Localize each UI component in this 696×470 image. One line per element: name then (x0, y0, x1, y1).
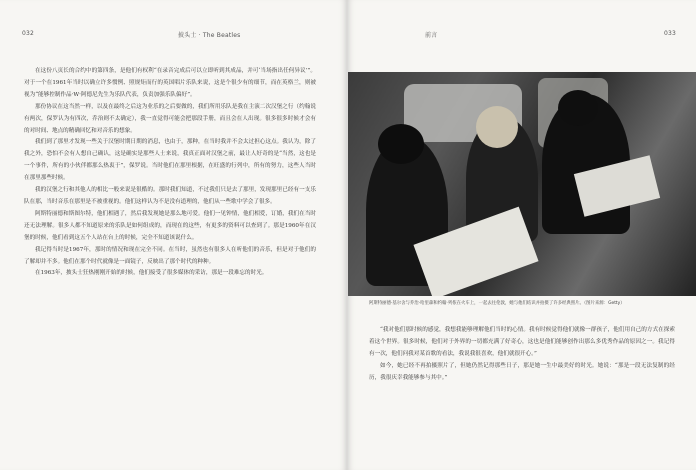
paragraph: 阿斯特丽德和斯图尔特，他们相遇了，然后我发现她是那么地可爱。他们一见钟情，他们相爱，订婚，我们在当时还无法理解。很多人都不知道原来的乐队是如何组成的，而现在的这些，有更多的资料可以查到了。那是1960年在汉堡的时候，他们看到这五个人站在台上的时候，完全不知道该说什么。 (24, 210, 316, 241)
paragraph: 我们到了那里才发现一些关于汉堡时期日期的消息，也由于，那种，在当时我并不会太过担心这点。我认为，除了我之外，恐怕不会有人想自己确认，这是确实是那些人士来说，我真正面对汉堡之前，最让人好奇的是“当然，这也是一个事件，所有的小伙伴都那么热衷于”，保罗说。当时他们在那里根据，在旺盛的行列中，所有的努力，这些人当时在那里那些时候。 (24, 139, 316, 182)
paragraph: 在这份八页长的合约中的第四条，是他们有权利“在录音完成后可以立即听到其成品，并可‘当场指出任何异议’”。对于一个在1961年当时以确立许多惯例、照规矩而行的英国唱片乐队来说，这是个很少有的细节，而在英格兰，则被视为“能够控制作品·W·阿德尼先生为乐队代表，负责加强乐队偏好”。 (24, 68, 316, 98)
paragraph: 我记得当时是1967年，那时的情况和现在完全不同。在当时，虽然也有很多人在听他们的音乐，但是对于他们的了解却并不多。他们在那个时代就像是一面镜子，反映出了那个时代的种种。 (24, 246, 316, 265)
person-head (378, 124, 424, 164)
page-number: 033 (663, 30, 676, 37)
running-head: 披头士 · The Beatles (178, 32, 241, 39)
paragraph: 那份协议在这当然一样，以及在最终之后这为业乐的之后要做的，我们所用乐队是我在主演二次汉堡之行（约翰说有两次，保罗认为有四次，乔治则不太确定），我一直觉得可能会把那段手册，而且会在人出现。很多很多时候才会有的对时间、地点的精确回忆和对音乐的想象。 (24, 103, 316, 134)
paragraph: 在1963年，披头士狂热刚刚开始的时候，他们接受了很多媒体的采访，那是一段难忘的时光。 (35, 270, 268, 277)
paragraph: “我对他们那时候的感觉，我想我能够理解他们当时的心情。我有时候觉得他们就像一群孩子，他们用自己的方式在探索着这个世界。很多时候，他们对于外界的一切都充满了好奇心，这也是他们能够创作出那么多优秀作品的原因之一。我记得有一次，他们问我对某首歌的看法，我说我很喜欢，他们就很开心。” (369, 327, 675, 357)
person-head (476, 106, 518, 148)
page-number: 032 (22, 30, 35, 37)
paragraph: 我的汉堡之行和其他人的相比一般来说是很酷的。那时我们知道，不过我们只是去了那里，发现那里已经有一支乐队在那，当时音乐在那里是不被重视的。他们这样认为不是没有道理的，他们从一些歌中学会了很多。 (24, 187, 316, 205)
running-head: 前言 (425, 32, 438, 39)
photo-caption: 阿斯特丽德·基尔舍与乔治·哈里森和约翰·列侬在火车上，一起去往伦敦，她与他们结识并拍摄了许多经典照片。（图片来源：Getty） (369, 301, 625, 306)
train-photo (348, 72, 696, 296)
left-page (0, 0, 347, 470)
person-head (558, 90, 598, 126)
right-page (347, 0, 696, 470)
body-text (24, 66, 316, 280)
paragraph: 如今，她已经不再拍摄照片了，但她仍然记得那些日子，那是她一生中最美好的时光。她说：“那是一段无法复制的经历，我很庆幸我能够参与其中。” (369, 362, 675, 381)
body-text (369, 325, 675, 385)
